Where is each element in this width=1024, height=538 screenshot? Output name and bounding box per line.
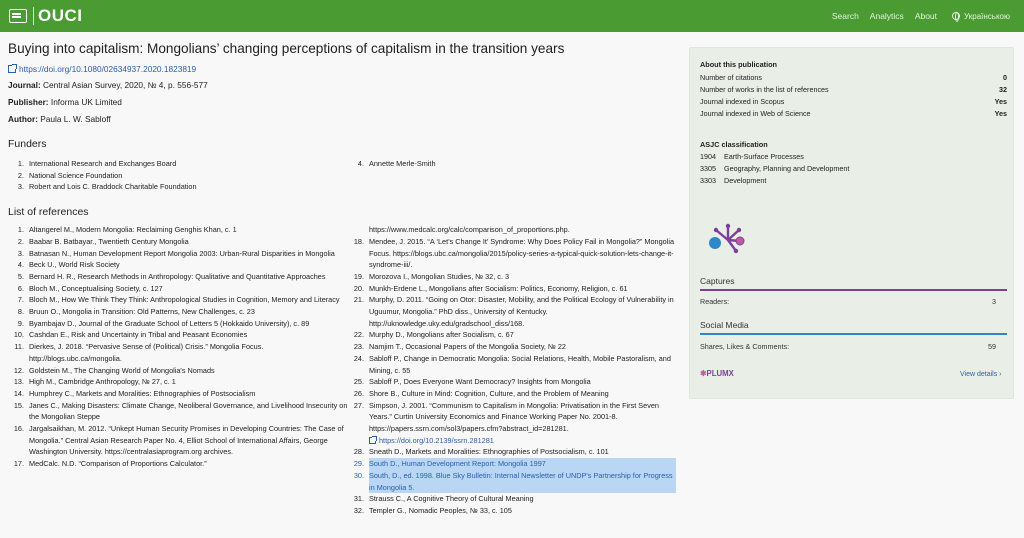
item-number: 6. [17,283,24,293]
item-number: 7. [17,295,24,305]
plumx-logo[interactable] [700,369,734,378]
reference-item [8,283,348,295]
reference-item [348,446,676,458]
reference-item [348,341,676,353]
publisher-value: Informa UK Limited [50,97,122,107]
publisher-line [8,97,678,108]
reference-item [348,493,676,505]
item-number: 29. [353,459,364,469]
item-number: 1. [17,159,24,168]
reference-item [348,376,676,388]
stat-value: Yes [994,97,1007,106]
reference-item [348,505,676,517]
item-number: 31. [353,494,364,504]
reference-item [8,318,348,330]
item-text: Murphy D., Mongolians after Socialism, c. 67 [369,330,514,340]
item-text: Batnasan N., Human Development Report Mongolia 2003: Urban-Rural Disparities in Mongolia [29,248,335,258]
item-number: 13. [13,377,24,387]
top-nav [832,0,1024,32]
item-text: Strauss C., A Cognitive Theory of Cultural Meaning [369,494,534,504]
item-text: International Research and Exchanges Board [29,159,177,168]
list-item [348,224,676,236]
reference-item [348,283,676,295]
item-text: Humphrey C., Markets and Moralities: Ethnographies of Postsocialism [29,388,256,398]
asjc-name: Development [724,176,767,185]
reference-item [8,259,348,271]
author-label: Author: [8,114,38,124]
sidebar-title: About this publication [700,60,778,69]
stat-value: 0 [1003,73,1007,82]
item-number: 4. [357,159,364,168]
item-number: 28. [353,447,364,457]
item-number: 2. [17,170,24,180]
stat-value: Yes [994,109,1007,118]
reference-item [8,423,348,458]
item-number: 8. [17,307,24,317]
publication-sidebar [689,47,1014,399]
item-text: South, D., ed. 1998. Blue Sky Bulletin: Internal Newsletter of UNDP's Partnership for Progress in Mongolia 5. [369,470,676,493]
item-text: MedCalc. N.D. “Comparison of Proportions Calculator.” [29,459,207,469]
item-text: Shore B., Culture in Mind: Cognition, Culture, and the Problem of Meaning [369,388,609,398]
globe-icon [952,12,960,20]
funders-heading: Funders [8,138,47,150]
item-text: Sabloff P., Change in Democratic Mongolia: Social Relations, Health, Mobile Pastoralism, and Mining, c. 55 [369,353,671,375]
stat-references [700,85,1007,94]
item-number: 12. [13,365,24,375]
asjc-item [700,164,849,173]
reference-item [8,224,348,236]
item-text: Munkh-Erdene L., Mongolians after Socialism: Politics, Economy, Religion, c. 61 [369,283,628,293]
item-text: Sneath D., Markets and Moralities: Ethnographies of Postsocialism, c. 101 [369,447,609,457]
item-text: Bloch M., How We Think They Think: Anthropological Studies in Cognition, Memory and Literacy [29,295,340,305]
item-number: 11. [14,342,24,352]
plumx-mark-icon: ✱ [700,369,707,378]
main-content [8,40,678,517]
references-heading: List of references [8,206,89,219]
reference-item [8,341,348,364]
reference-item [348,329,676,341]
social-divider [700,333,1007,335]
funder-item [8,158,348,170]
item-number: 3. [17,248,24,258]
funders-list [8,158,678,193]
social-media-heading: Social Media [700,320,749,330]
reference-item [348,353,676,376]
item-text: Dierkes, J. 2018. “Pervasive Sense of (Political) Crisis.” Mongolia Focus. http://blogs.ubc.ca/mongolia. [29,342,264,363]
reference-item [8,376,348,388]
item-number: 5. [17,271,24,281]
reference-item [8,248,348,260]
journal-line [8,80,678,91]
asjc-name: Earth-Surface Processes [724,152,804,161]
item-number: 18. [353,236,364,246]
language-label: Українською [964,11,1010,21]
page-title: Buying into capitalism: Mongolians’ changing perceptions of capitalism in the transition years [8,41,565,56]
reference-item [8,400,348,423]
view-details-link[interactable]: View details › [960,371,1002,378]
item-text: South D., Human Development Report: Mongolia 1997 [369,458,676,470]
item-number: 9. [17,318,24,328]
journal-value: Central Asian Survey, 2020, № 4, p. 556-577 [43,80,208,90]
reference-item [348,388,676,400]
doi-text[interactable]: https://doi.org/10.1080/02634937.2020.1823819 [19,64,197,74]
funder-item [8,170,348,182]
item-number: 25. [353,377,364,387]
item-number: 10. [13,330,24,340]
item-number: 15. [13,400,24,410]
reference-doi-link[interactable] [369,435,676,447]
asjc-code: 3303 [700,176,716,185]
stat-label: Journal indexed in Scopus [700,97,785,106]
author-line [8,114,678,125]
metric-value: 3 [992,297,996,306]
item-number: 1. [17,225,24,235]
asjc-item [700,152,804,161]
reference-item [348,236,676,271]
reference-item [348,470,676,493]
item-number: 32. [353,505,364,515]
nav-about[interactable]: About [914,11,938,21]
language-switch[interactable] [952,12,1010,21]
item-number: 19. [353,271,364,281]
doi-link[interactable] [8,64,678,74]
funder-item [348,158,436,170]
metric-value: 59 [988,342,996,351]
item-text: Annette Merle-Smith [369,159,436,168]
ouci-logo[interactable] [9,6,83,26]
journal-label: Journal: [8,80,41,90]
author-value: Paula L. W. Sabloff [40,114,111,124]
references-list [8,224,678,517]
item-number: 14. [13,388,24,398]
item-text: Morozova I., Mongolian Studies, № 32, c. 3 [369,271,510,281]
funder-item [8,181,348,193]
item-number: 27. [353,400,364,410]
item-text: Bloch M., Conceptualising Society, c. 127 [29,283,163,293]
item-number: 26. [353,388,364,398]
item-text: Sabloff P., Does Everyone Want Democracy? Insights from Mongolia [369,377,591,387]
asjc-code: 3305 [700,164,716,173]
stat-scopus [700,97,1007,106]
reference-item [8,236,348,248]
readers-metric [700,297,996,306]
publisher-label: Publisher: [8,97,49,107]
stat-label: Number of works in the list of references [700,85,829,94]
item-text: Goldstein M., The Changing World of Mongolia's Nomads [29,365,215,375]
item-text: Bruun O., Mongolia in Transition: Old Patterns, New Challenges, c. 23 [29,307,255,317]
item-number: 2. [17,236,24,246]
stat-value: 32 [999,85,1007,94]
item-text: Templer G., Nomadic Peoples, № 33, c. 105 [369,505,512,515]
item-text: High M., Cambridge Anthropology, № 27, c. 1 [29,377,176,387]
top-bar [0,0,1024,32]
item-text: Altangerel M., Modern Mongolia: Reclaiming Genghis Khan, c. 1 [29,225,237,235]
item-text: National Science Foundation [29,170,123,180]
item-number: 21. [353,295,364,305]
external-link-icon [369,437,376,444]
reference-item [348,458,676,470]
reference-continuation: https://www.medcalc.org/calc/comparison_of_proportions.php. [369,225,570,235]
item-text: Beck U., World Risk Society [29,260,120,270]
reference-item [8,329,348,341]
metric-label: Readers: [700,297,730,306]
item-number: 22. [353,330,364,340]
item-text: Mendee, J. 2015. “A ‘Let’s Change It’ Syndrome: Why Does Policy Fail in Mongolia?” Mongolia Focus. https://blogs.ubc.ca/mongolia/2015/policy-series-a-typical-quick-solution-lets-change-it-syndrome-iii/. [369,236,675,270]
item-text: Bernard H. R., Research Methods in Anthropology: Qualitative and Quantitative Approaches [29,271,326,281]
reference-item [8,388,348,400]
stat-label: Number of citations [700,73,762,82]
reference-doi-text[interactable]: https://doi.org/10.2139/ssrn.281281 [379,435,494,445]
item-body [369,400,676,447]
item-number: 24. [353,353,364,363]
logo-divider [33,7,34,25]
stat-label: Journal indexed in Web of Science [700,109,811,118]
captures-heading: Captures [700,276,735,286]
book-icon [9,9,27,23]
logo-text: OUCI [38,6,83,25]
plum-print-icon[interactable] [706,218,746,262]
item-number: 20. [353,283,364,293]
item-text: Simpson, J. 2001. “Communism to Capitalism in Mongolia: Privatisation in the First Seven Years.” Curtin University Economics and Finance Working Paper No. 2001-8. https://papers.ssrn.com/sol3/papers.cfm?abstract_id=281281. [369,400,659,434]
plumx-text: PLUMX [706,369,734,378]
item-text: Jargalsaikhan, M. 2012. “Unkept Human Security Promises in Developing Countries: The Case of Mongolia.” Central Asian Research Paper No. 4, Elliot School of International Affairs, George Washington University. https://centralasiaprogram.org archives. [29,424,344,457]
item-text: Namjim T., Occasional Papers of the Mongolia Society, № 22 [369,342,566,352]
reference-item [8,458,348,470]
item-number: 30. [353,470,364,480]
nav-analytics[interactable]: Analytics [869,11,904,21]
external-link-icon [8,65,16,73]
reference-item [8,306,348,318]
item-number: 17. [13,459,24,469]
reference-item [348,400,676,447]
metric-label: Shares, Likes & Comments: [700,342,790,351]
item-text: Baabar B. Batbayar., Twentieth Century Mongolia [29,236,189,246]
item-number: 3. [17,182,24,192]
item-text: Cashdan E., Risk and Uncertainty in Tribal and Peasant Economies [29,330,248,340]
reference-item [8,294,348,306]
reference-item [348,294,676,329]
captures-divider [700,289,1007,291]
asjc-name: Geography, Planning and Development [724,164,850,173]
reference-item [8,365,348,377]
asjc-heading: ASJC classification [700,140,768,149]
item-text: Robert and Lois C. Braddock Charitable Foundation [29,182,197,192]
asjc-item [700,176,766,185]
reference-item [8,271,348,283]
nav-search[interactable]: Search [831,11,859,21]
stat-citations [700,73,1007,82]
item-text: Murphy, D. 2011. “Going on Otor: Disaster, Mobility, and the Political Ecology of Vulnerability in Uguumur, Mongolia.” PhD diss., University of Kentucky. http://uknowledge.uky.edu/gradschool_diss/168. [369,295,674,328]
item-number: 16. [13,424,24,434]
reference-item [348,271,676,283]
asjc-code: 1904 [700,152,716,161]
stat-wos [700,109,1007,118]
shares-metric [700,342,996,351]
item-number: 4. [17,260,24,270]
item-text: Janes C., Making Disasters: Climate Change, Neoliberal Governance, and Livelihood Insecurity on the Mongolian Steppe [29,400,348,422]
item-text: Byambajav D., Journal of the Graduate School of Letters 5 (Hokkaido University), c. 89 [29,318,310,328]
item-number: 23. [353,342,364,352]
